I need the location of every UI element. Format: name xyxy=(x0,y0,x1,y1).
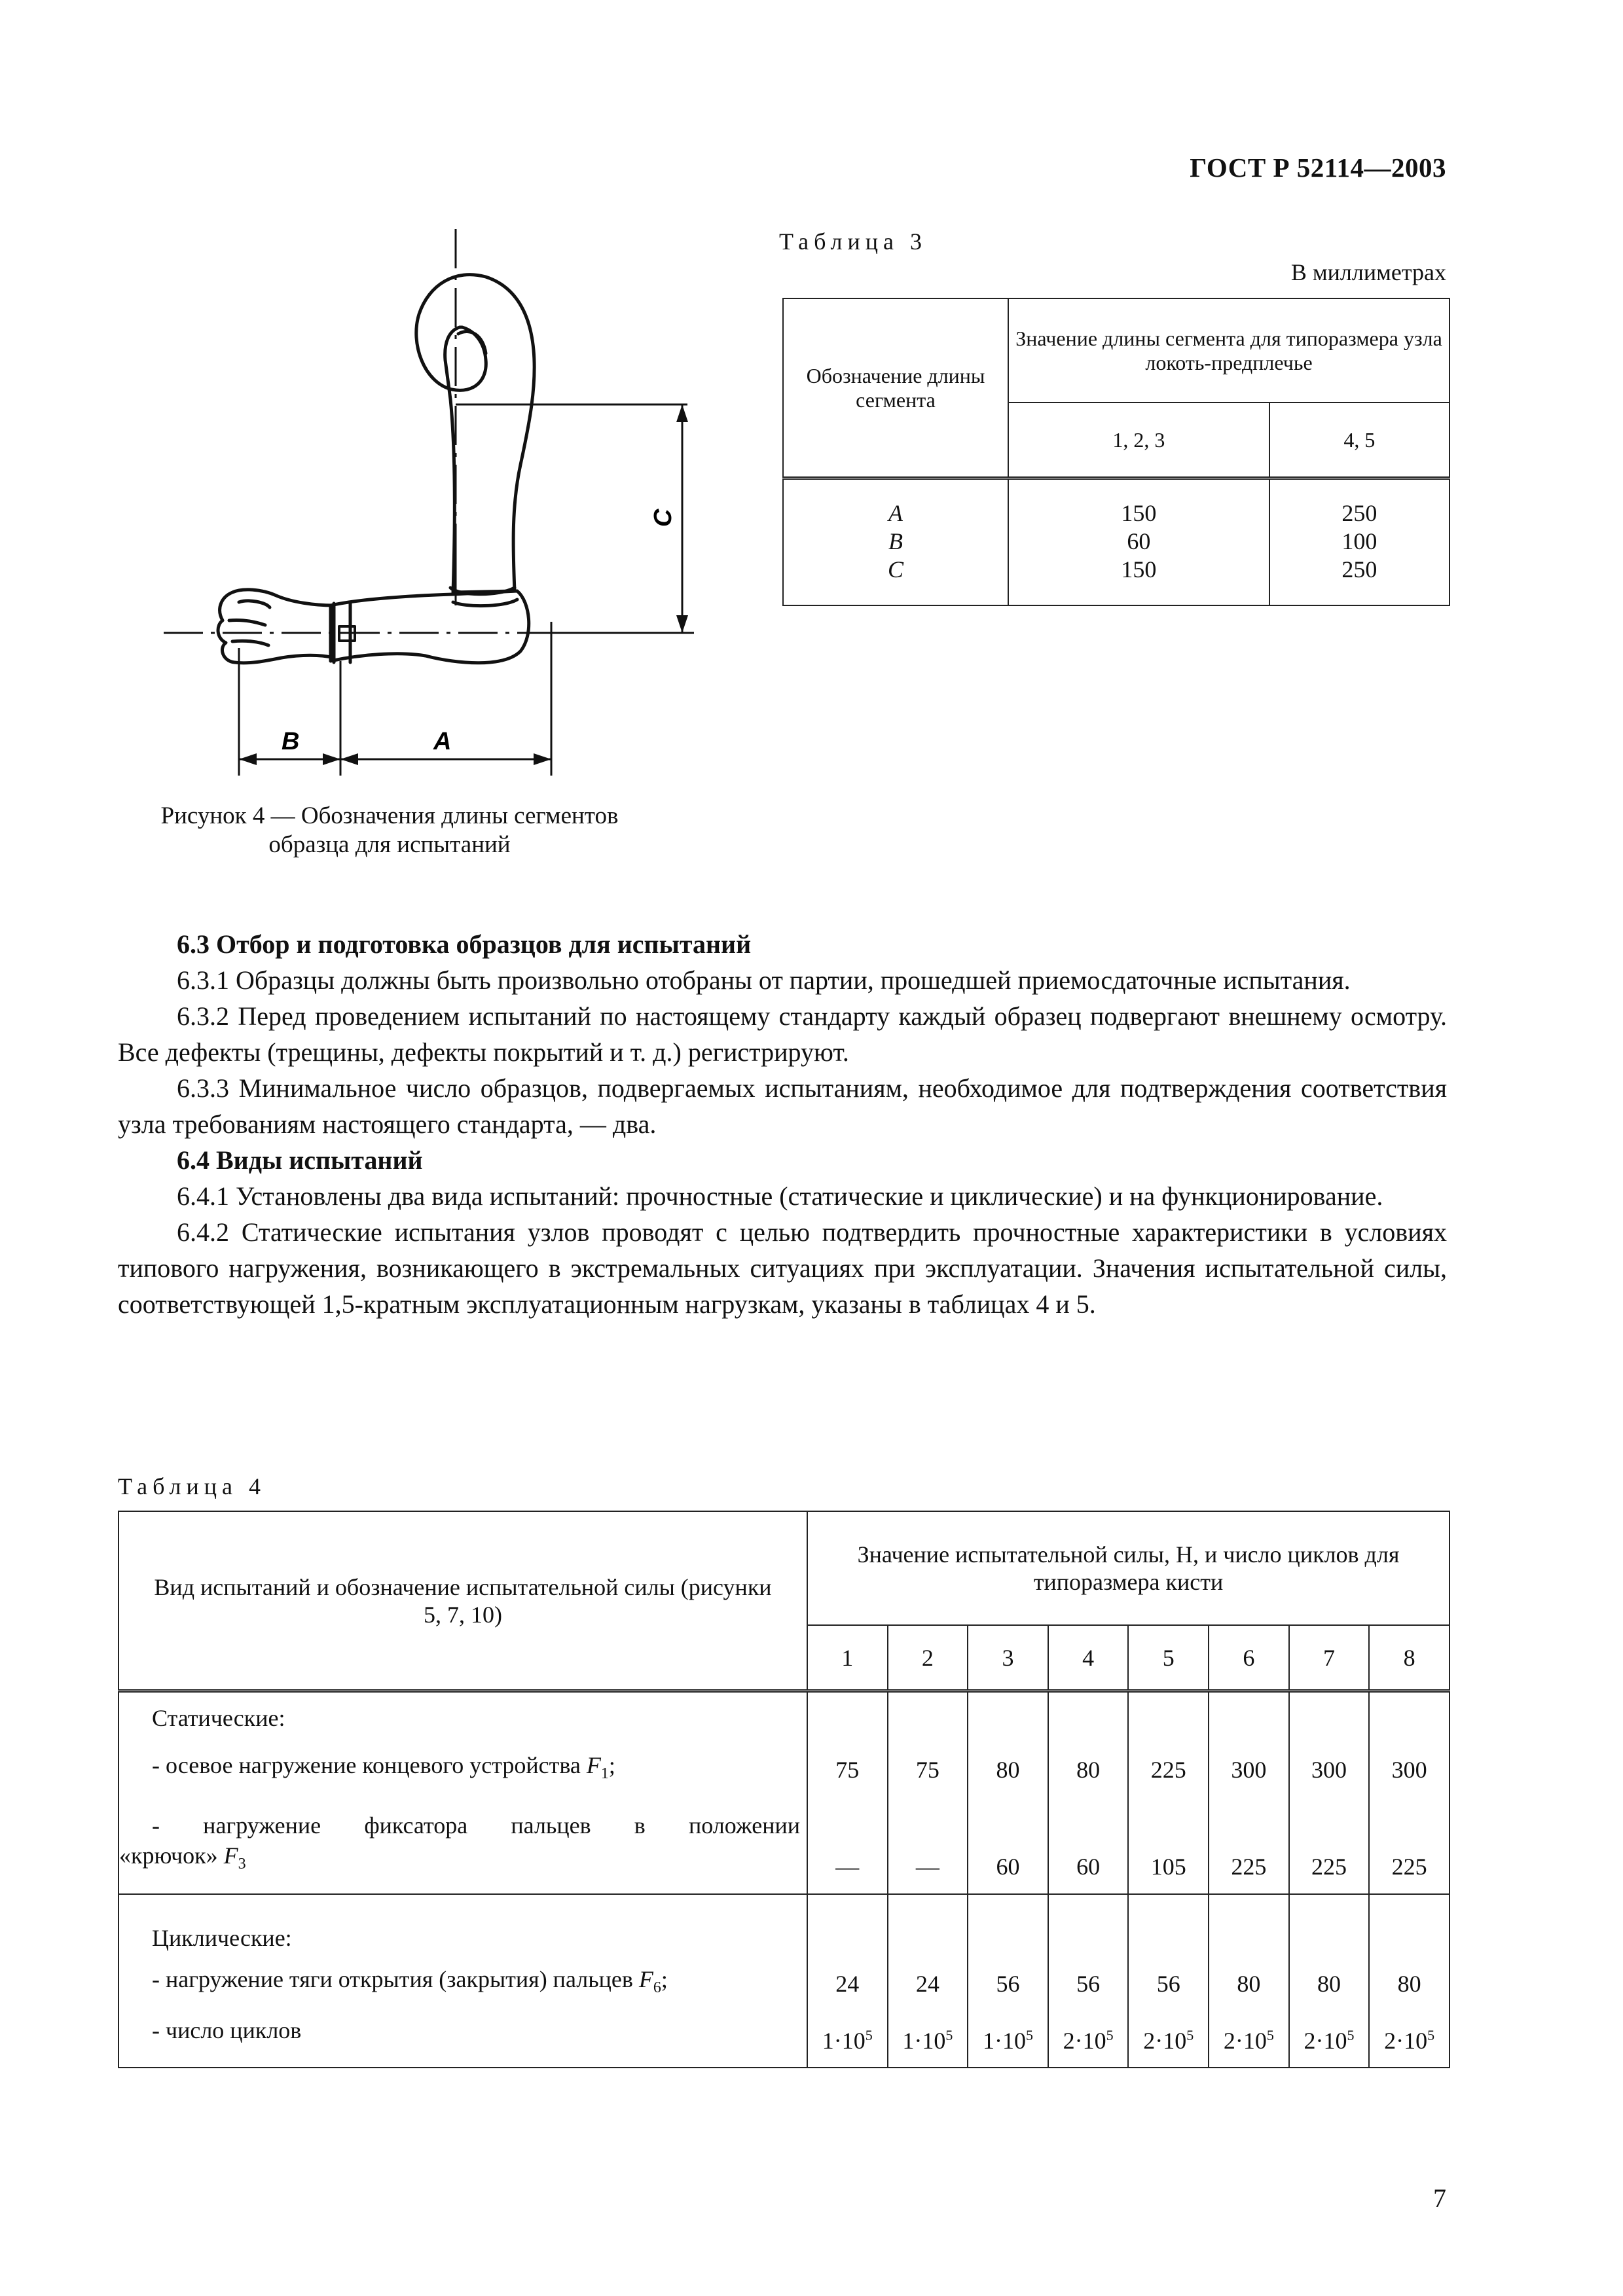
t4-cycles-exponent: 5 xyxy=(1106,2027,1114,2043)
t4-cycles-cell xyxy=(1209,2015,1289,2068)
t4-cell: 300 xyxy=(1289,1744,1370,1796)
table-3-units: В миллиметрах xyxy=(1290,259,1446,285)
upper-arm-inner xyxy=(458,332,486,353)
page-number: 7 xyxy=(1433,2183,1446,2213)
t4-cell: 225 xyxy=(1128,1744,1209,1796)
arrow-a-left xyxy=(340,753,358,765)
t4-f6-label xyxy=(119,1953,807,2015)
t4-f3-line2 xyxy=(119,1840,800,1879)
t4-f1-tail: ; xyxy=(608,1751,615,1778)
t4-cell: 80 xyxy=(968,1744,1048,1796)
table-3-caption: Таблица 3 xyxy=(779,228,927,255)
t4-cell: 24 xyxy=(807,1953,888,2015)
arrow-b-right xyxy=(323,753,340,765)
t4-cycles-exponent: 5 xyxy=(1026,2027,1034,2043)
t4-group-header: Значение испытательной силы, Н, и число циклов для типоразмера кисти xyxy=(807,1511,1450,1625)
t4-f6-symbol: F xyxy=(638,1966,653,1993)
t4-cycles-mantissa: 1·10 xyxy=(983,2028,1027,2054)
t4-size-header: 5 xyxy=(1128,1625,1209,1691)
t4-f3-text: «крючок» xyxy=(119,1842,218,1869)
table-4 xyxy=(118,1511,1450,2068)
t4-cycles-mantissa: 1·10 xyxy=(822,2028,866,2054)
t3-cell: 250 xyxy=(1341,556,1377,583)
t4-cell: 60 xyxy=(968,1796,1048,1894)
t4-cycles-mantissa: 2·10 xyxy=(1384,2028,1428,2054)
t3-cell: 250 xyxy=(1341,500,1377,526)
t4-cell: 24 xyxy=(888,1953,968,2015)
t4-f3-line1: - нагружение фиксатора пальцев в положении xyxy=(152,1812,800,1839)
t4-cell: 105 xyxy=(1128,1796,1209,1894)
arrow-a-right xyxy=(534,753,551,765)
t4-f1-subscript: 1 xyxy=(600,1765,609,1783)
t4-cycles-exponent: 5 xyxy=(1266,2027,1274,2043)
t4-cycles-mantissa: 1·10 xyxy=(902,2028,946,2054)
t4-cycles-mantissa: 2·10 xyxy=(1063,2028,1106,2054)
t4-cycles-cell xyxy=(888,2015,968,2068)
arrow-c-bottom xyxy=(676,615,688,633)
hand-outline xyxy=(218,590,334,663)
section-6-4-title: 6.4 Виды испытаний xyxy=(177,1145,423,1175)
t4-size-header: 4 xyxy=(1048,1625,1129,1691)
t4-size-header: 3 xyxy=(968,1625,1048,1691)
t4-cell: — xyxy=(888,1796,968,1894)
t3-row-name: A xyxy=(888,500,903,526)
t4-size-header: 7 xyxy=(1289,1625,1370,1691)
t3-values-col2 xyxy=(1269,478,1450,606)
t4-cycles-mantissa: 2·10 xyxy=(1304,2028,1347,2054)
t4-cell: 56 xyxy=(1128,1953,1209,2015)
t4-f6-subscript: 6 xyxy=(653,1979,661,1997)
t4-cell: 75 xyxy=(888,1744,968,1796)
finger-lines xyxy=(229,601,270,645)
t4-cycles-exponent: 5 xyxy=(945,2027,953,2043)
t4-f1-symbol: F xyxy=(586,1751,601,1778)
t4-f6-tail: ; xyxy=(661,1966,668,1993)
t3-cell: 100 xyxy=(1341,528,1377,555)
t4-cycles-exponent: 5 xyxy=(1186,2027,1194,2043)
t4-f3-subscript: 3 xyxy=(238,1855,246,1873)
section-6-3-title: 6.3 Отбор и подготовка образцов для испытаний xyxy=(177,929,752,959)
t4-cycles-exponent: 5 xyxy=(1427,2027,1435,2043)
t4-cycles-cell xyxy=(968,2015,1048,2068)
t3-names xyxy=(783,478,1008,606)
t3-cell: 60 xyxy=(1127,528,1151,555)
t4-col1-header: Вид испытаний и обозначение испытательной силы (рисунки 5, 7, 10) xyxy=(119,1511,807,1691)
t4-static-label: Статические: xyxy=(119,1691,807,1744)
t4-f3-symbol: F xyxy=(223,1842,238,1869)
paragraph-6-4-1: 6.4.1 Установлены два вида испытаний: прочностные (статические и циклические) и на функционирование. xyxy=(177,1181,1383,1211)
paragraph-6-3-3: 6.3.3 Минимальное число образцов, подвергаемых испытаниям, необходимое для подтверждения соответствия узла требованиям настоящего стандарта, — два. xyxy=(118,1073,1447,1139)
t4-cycles-cell xyxy=(1128,2015,1209,2068)
t3-row-name: C xyxy=(887,556,903,583)
t4-cell: 300 xyxy=(1209,1744,1289,1796)
t3-sub-header-2: 4, 5 xyxy=(1269,403,1450,478)
t4-cell: 225 xyxy=(1289,1796,1370,1894)
t4-cycles-cell xyxy=(807,2015,888,2068)
paragraph-6-4-2: 6.4.2 Статические испытания узлов проводят с целью подтвердить прочностные характеристики в условиях типового нагружения, возникающего в экстремальных ситуациях при эксплуатации. Значения испытательной силы, соответствующей 1,5-кратным эксплуатационным нагрузкам, указаны в таблицах 4 и 5. xyxy=(118,1217,1447,1319)
t4-cell: — xyxy=(807,1796,888,1894)
t3-cell: 150 xyxy=(1121,556,1157,583)
t3-sub-header-1: 1, 2, 3 xyxy=(1008,403,1269,478)
t4-cycles-cell xyxy=(1289,2015,1370,2068)
paragraph-6-3-2: 6.3.2 Перед проведением испытаний по настоящему стандарту каждый образец подвергают внешнему осмотру. Все дефекты (трещины, дефекты покрытий и т. д.) регистрируют. xyxy=(118,1001,1447,1067)
t4-cycles-exponent: 5 xyxy=(865,2027,873,2043)
t4-f6-text: - нагружение тяги открытия (закрытия) пальцев xyxy=(152,1966,633,1993)
figure-4-caption xyxy=(124,802,655,860)
t4-cell: 60 xyxy=(1048,1796,1129,1894)
arrow-b-left xyxy=(239,753,257,765)
t4-cycles-mantissa: 2·10 xyxy=(1143,2028,1187,2054)
t3-group-header: Значение длины сегмента для типоразмера узла локоть-предплечье xyxy=(1008,298,1450,403)
paragraph-6-3-1: 6.3.1 Образцы должны быть произвольно отобраны от партии, прошедшей приемосдаточные испытания. xyxy=(177,965,1351,995)
t4-cell: 80 xyxy=(1289,1953,1370,2015)
t3-col1-header: Обозначение длины сегмента xyxy=(783,298,1008,478)
label-b: B xyxy=(282,728,300,755)
figure-4-diagram xyxy=(151,229,727,785)
body-text xyxy=(118,926,1447,1322)
table-3 xyxy=(782,298,1450,606)
t4-cell: 56 xyxy=(968,1953,1048,2015)
t4-cycles-mantissa: 2·10 xyxy=(1223,2028,1267,2054)
t4-cycles-exponent: 5 xyxy=(1347,2027,1355,2043)
t3-values-col1 xyxy=(1008,478,1269,606)
t4-size-header: 8 xyxy=(1369,1625,1450,1691)
t4-cycles-cell xyxy=(1369,2015,1450,2068)
document-code: ГОСТ Р 52114—2003 xyxy=(1190,152,1446,183)
t4-cyclic-label: Циклические: xyxy=(119,1894,807,1953)
t4-cycles-cell xyxy=(1048,2015,1129,2068)
t4-cell: 75 xyxy=(807,1744,888,1796)
t4-size-header: 6 xyxy=(1209,1625,1289,1691)
t4-size-header: 2 xyxy=(888,1625,968,1691)
forearm-outline xyxy=(331,591,529,663)
upper-arm-outline xyxy=(416,275,534,592)
t4-cycles-label: - число циклов xyxy=(119,2015,807,2068)
t4-cell: 80 xyxy=(1369,1953,1450,2015)
t4-f3-label xyxy=(119,1796,807,1894)
t4-cell: 56 xyxy=(1048,1953,1129,2015)
label-a: A xyxy=(433,728,452,755)
t4-cell: 80 xyxy=(1209,1953,1289,2015)
t4-cell: 80 xyxy=(1048,1744,1129,1796)
t4-f1-label xyxy=(119,1744,807,1796)
figure-caption-line1: Рисунок 4 — Обозначения длины сегментов xyxy=(160,802,619,829)
t4-f1-text: - осевое нагружение концевого устройства xyxy=(152,1751,581,1778)
t3-row-name: B xyxy=(888,528,903,555)
t4-cell: 300 xyxy=(1369,1744,1450,1796)
t4-cell: 225 xyxy=(1209,1796,1289,1894)
t4-cell: 225 xyxy=(1369,1796,1450,1894)
t4-size-header: 1 xyxy=(807,1625,888,1691)
arrow-c-top xyxy=(676,404,688,422)
table-4-caption: Таблица 4 xyxy=(118,1473,266,1499)
t3-cell: 150 xyxy=(1121,500,1157,526)
label-c: C xyxy=(649,509,677,527)
figure-caption-line2: образца для испытаний xyxy=(268,831,511,859)
